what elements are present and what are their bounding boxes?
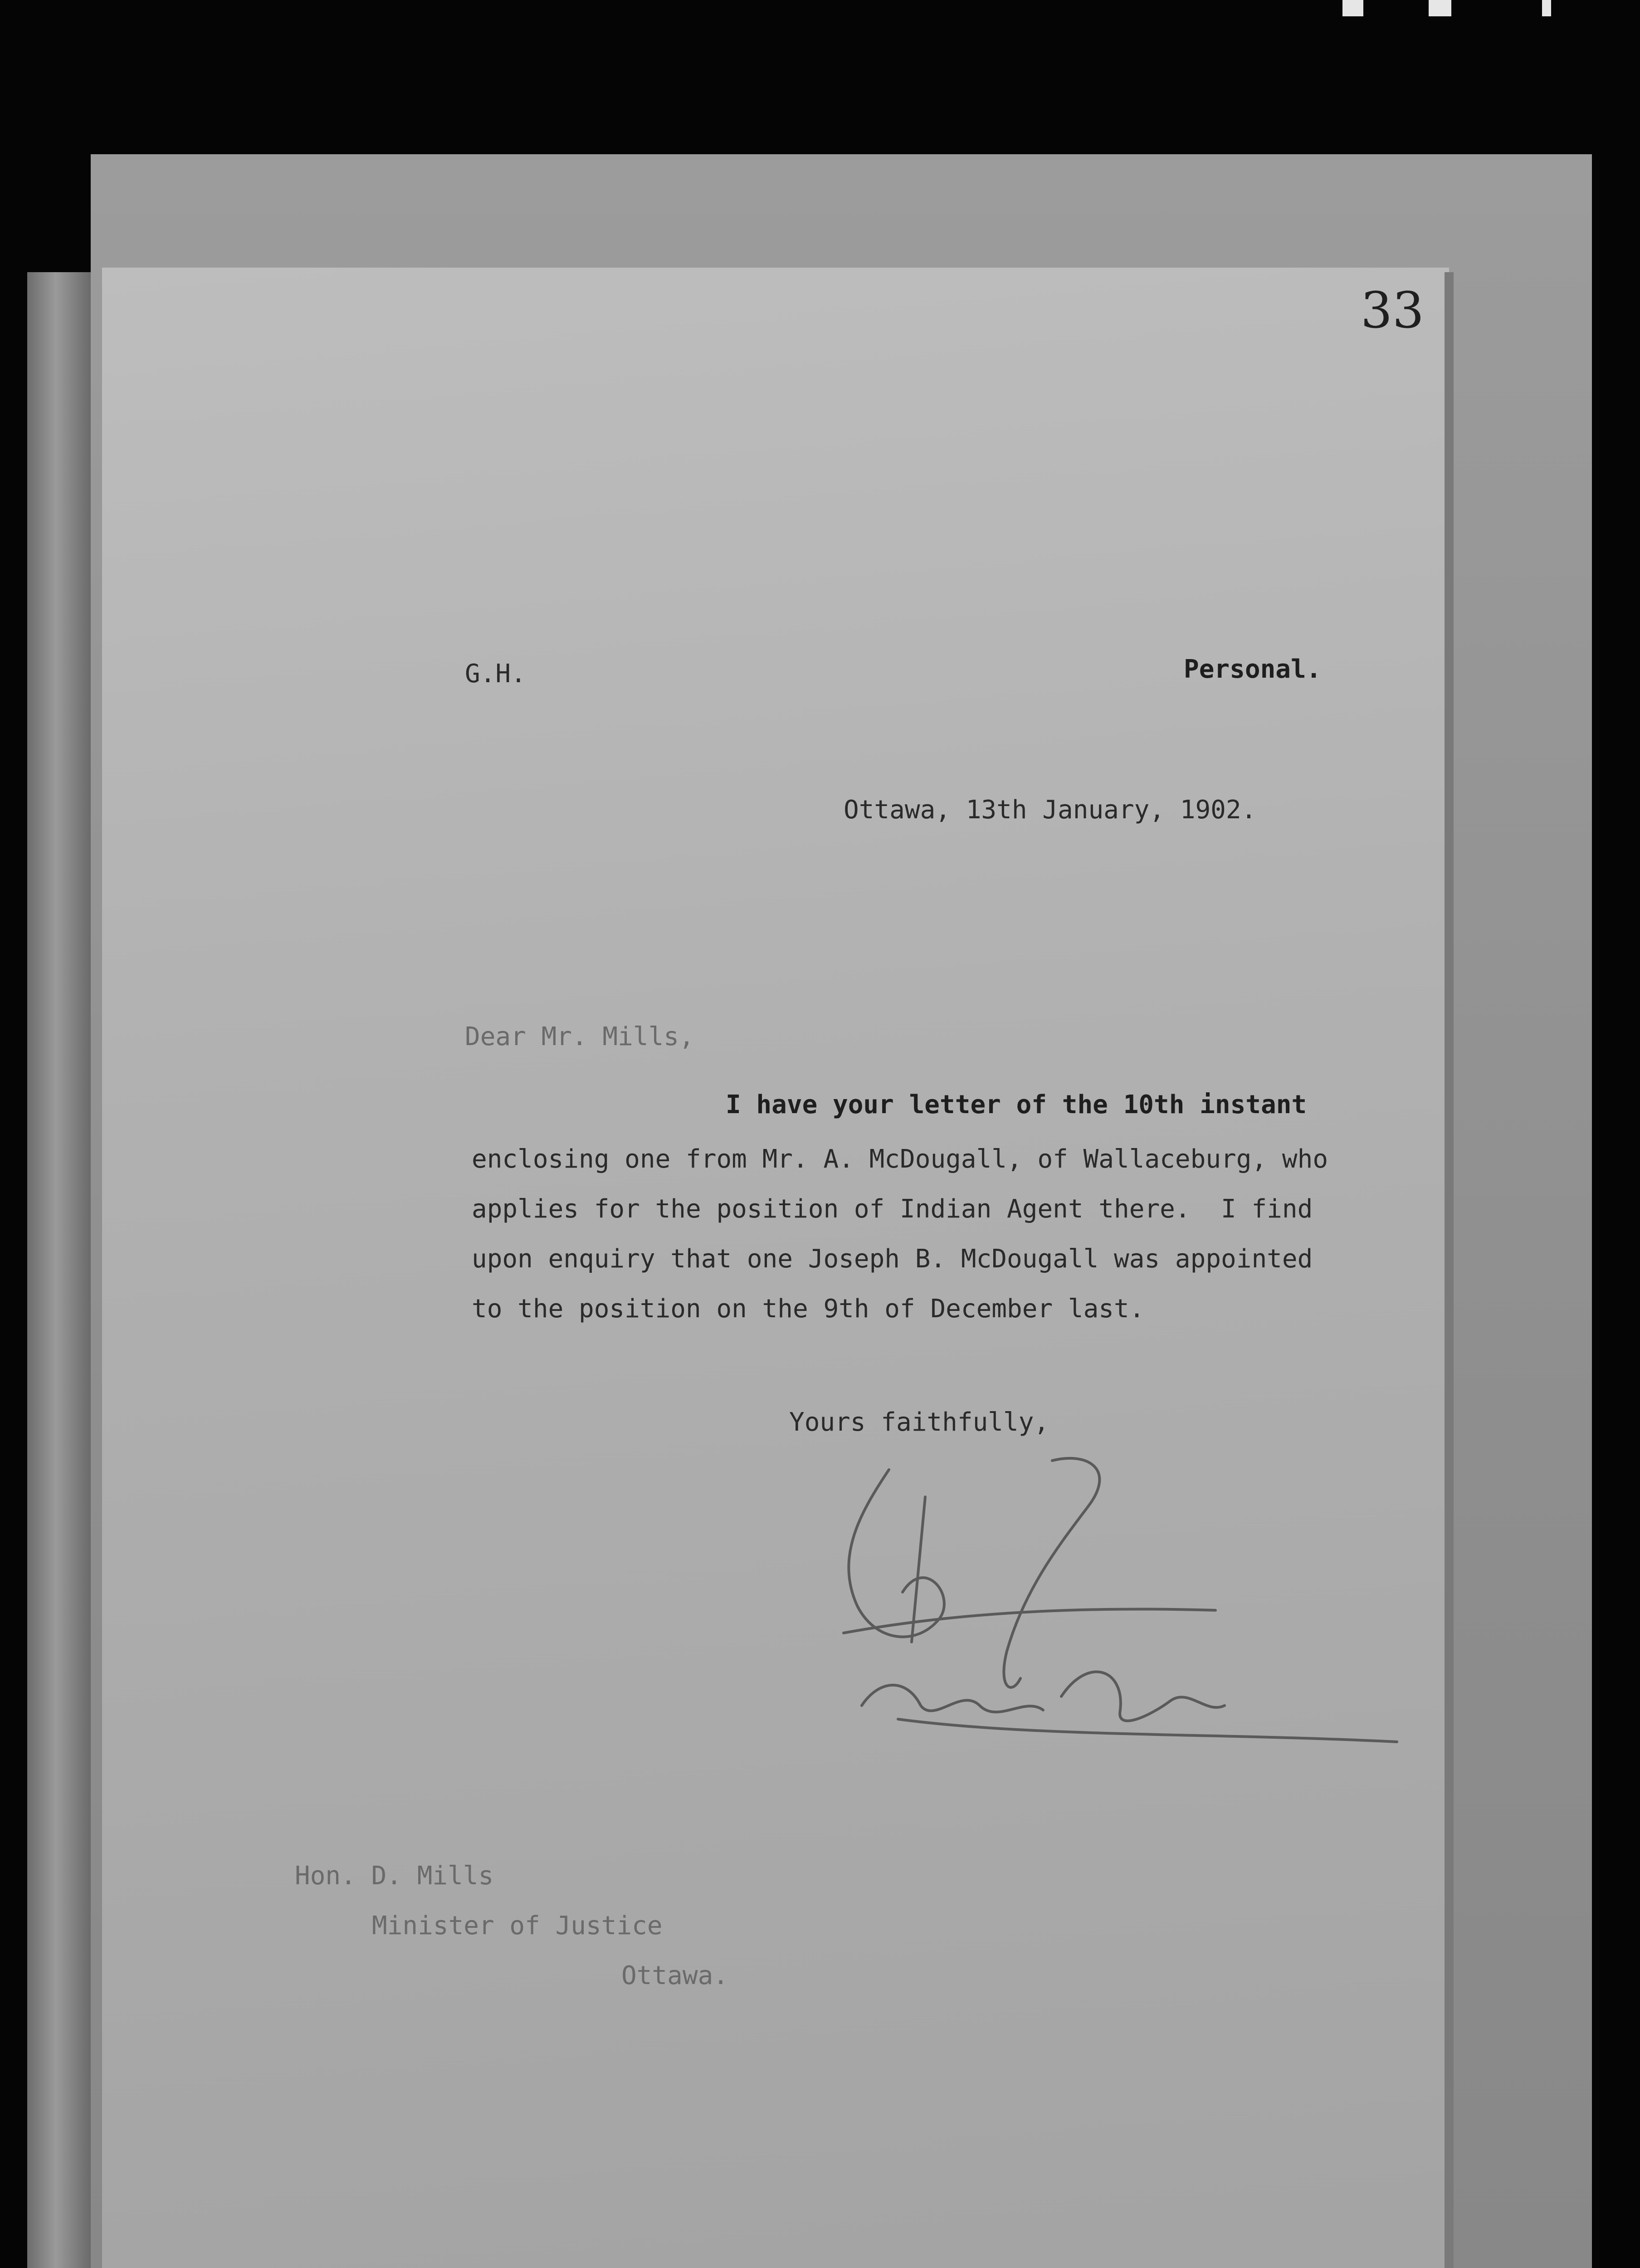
binder-spine <box>27 272 91 2268</box>
addressee-title: Minister of Justice <box>372 1911 663 1941</box>
page-number: 33 <box>1361 281 1424 339</box>
personal-marking: Personal. <box>1184 655 1322 684</box>
body-line-3: applies for the position of Indian Agent there. I find <box>472 1194 1313 1224</box>
body-line-5: to the position on the 9th of December last. <box>472 1294 1145 1324</box>
body-line-2: enclosing one from Mr. A. McDougall, of Wallaceburg, who <box>472 1144 1328 1174</box>
closing: Yours faithfully, <box>789 1408 1049 1437</box>
film-mark-2 <box>1429 0 1451 16</box>
date-line: Ottawa, 13th January, 1902. <box>844 795 1257 825</box>
body-line-1: I have your letter of the 10th instant <box>726 1090 1307 1119</box>
page-edge <box>1445 272 1454 2268</box>
salutation: Dear Mr. Mills, <box>465 1022 694 1051</box>
body-line-4: upon enquiry that one Joseph B. McDougall was appointed <box>472 1244 1313 1274</box>
addressee-name: Hon. D. Mills <box>295 1861 494 1891</box>
film-mark-3 <box>1542 0 1551 16</box>
film-mark-1 <box>1342 0 1363 16</box>
handwritten-signature <box>807 1442 1411 1760</box>
addressee-city: Ottawa. <box>621 1961 729 1990</box>
sender-initials: G.H. <box>465 659 526 689</box>
